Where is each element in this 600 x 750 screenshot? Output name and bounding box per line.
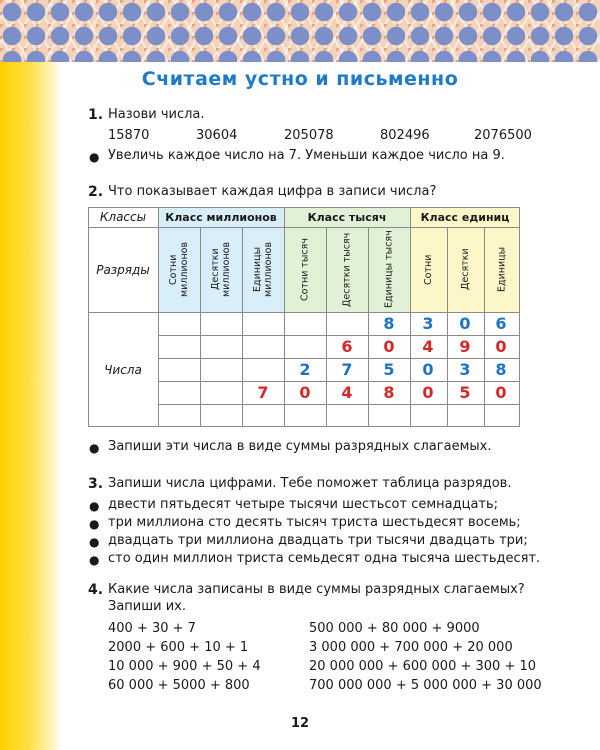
decorative-yellow-strip — [0, 62, 62, 750]
task4-right-sum: 3 000 000 + 700 000 + 20 000 — [309, 640, 513, 655]
table-digit: 0 — [495, 383, 507, 402]
class-header-units: Класс единиц — [420, 210, 510, 224]
rank-header: Единицы миллионов — [252, 241, 274, 298]
task3-bullet-text: двести пятьдесят четыре тысячи шестьсот семнадцать; — [108, 497, 499, 512]
rank-header: Десятки миллионов — [210, 241, 232, 298]
table-digit: 0 — [422, 383, 434, 402]
table-digit: 8 — [383, 383, 395, 402]
grid-line — [88, 312, 520, 313]
table-digit: 7 — [257, 383, 269, 402]
bullet-icon: ● — [89, 535, 100, 549]
rank-header: Десятки — [460, 248, 471, 291]
rank-header: Сотни миллионов — [168, 241, 190, 298]
table-digit: 8 — [383, 314, 395, 333]
task4-left-sum: 10 000 + 900 + 50 + 4 — [108, 659, 261, 674]
grid-line — [88, 207, 89, 427]
task1-prompt: Назови числа. — [108, 107, 205, 122]
task4-left-sum: 2000 + 600 + 10 + 1 — [108, 640, 249, 655]
table-digit: 3 — [459, 360, 471, 379]
table-digit: 5 — [383, 360, 395, 379]
task1-number-item: 2076500 — [474, 128, 532, 143]
task3-prompt: Запиши числа цифрами. Тебе поможет таблица разрядов. — [108, 476, 512, 491]
grid-line — [88, 227, 520, 228]
grid-line — [158, 207, 159, 427]
task1-number-item: 30604 — [196, 128, 238, 143]
task3-bullet-text: сто один миллион триста семьдесят одна тысяча шестьдесят. — [108, 551, 541, 566]
task1-number-item: 15870 — [108, 128, 150, 143]
table-digit: 3 — [422, 314, 434, 333]
table-digit: 0 — [459, 314, 471, 333]
page-title: Считаем устно и письменно — [141, 68, 459, 90]
bullet-icon: ● — [89, 499, 100, 513]
task4-prompt-line1: Какие числа записаны в виде суммы разрядных слагаемых? — [108, 582, 525, 597]
grid-line — [158, 335, 520, 336]
task1-number: 1. — [88, 107, 104, 123]
task4-left-sum: 60 000 + 5000 + 800 — [108, 678, 250, 693]
task1-bullet-text: Увеличь каждое число на 7. Уменьши каждое число на 9. — [108, 148, 505, 163]
table-digit: 7 — [341, 360, 353, 379]
task3-number: 3. — [88, 476, 104, 492]
numbers-row-label: Числа — [104, 362, 142, 377]
table-digit: 6 — [341, 337, 353, 356]
grid-line — [158, 381, 520, 382]
classes-row-label: Классы — [99, 210, 147, 224]
rank-header: Сотни — [423, 254, 434, 285]
rank-header: Единицы — [496, 246, 508, 293]
grid-line — [88, 207, 520, 208]
table-digit: 8 — [495, 360, 507, 379]
table-digit: 0 — [495, 337, 507, 356]
rank-header: Единицы тысяч — [383, 230, 395, 309]
grid-line — [158, 358, 520, 359]
table-digit: 4 — [422, 337, 434, 356]
grid-line — [200, 227, 201, 427]
task4-right-sum: 20 000 000 + 600 000 + 300 + 10 — [309, 659, 537, 674]
ranks-row-label: Разряды — [96, 262, 150, 277]
bullet-icon: ● — [89, 441, 100, 455]
task2-number: 2. — [88, 184, 104, 200]
table-digit: 0 — [422, 360, 434, 379]
class-header-millions: Класс миллионов — [165, 210, 277, 224]
table-digit: 4 — [341, 383, 353, 402]
bullet-icon: ● — [89, 150, 100, 164]
bullet-icon: ● — [89, 517, 100, 531]
task1-number-item: 802496 — [380, 128, 430, 143]
table-digit: 6 — [495, 314, 507, 333]
table-digit: 5 — [459, 383, 471, 402]
place-value-table — [88, 207, 520, 427]
task4-prompt-line2: Запиши их. — [108, 599, 186, 614]
grid-line — [158, 404, 520, 405]
task4-right-sum: 700 000 000 + 5 000 000 + 30 000 — [309, 678, 542, 693]
table-digit: 2 — [299, 360, 311, 379]
task1-number-item: 205078 — [284, 128, 334, 143]
task2-bullet-text: Запиши эти числа в виде суммы разрядных слагаемых. — [108, 439, 492, 454]
table-digit: 0 — [383, 337, 395, 356]
page-number: 12 — [290, 716, 310, 731]
task4-left-sum: 400 + 30 + 7 — [108, 621, 196, 636]
task4-number: 4. — [88, 582, 104, 598]
task2-prompt: Что показывает каждая цифра в записи числа? — [108, 184, 437, 199]
rank-header: Сотни тысяч — [299, 238, 311, 301]
decorative-pattern-header — [0, 0, 600, 62]
task3-bullet-text: двадцать три миллиона двадцать три тысячи двадцать три; — [108, 533, 528, 548]
bullet-icon: ● — [89, 553, 100, 567]
class-header-thousands: Класс тысяч — [307, 210, 387, 224]
grid-line — [88, 426, 520, 427]
table-digit: 0 — [299, 383, 311, 402]
task4-right-sum: 500 000 + 80 000 + 9000 — [309, 621, 480, 636]
task3-bullet-text: три миллиона сто десять тысяч триста шестьдесят восемь; — [108, 515, 521, 530]
table-digit: 9 — [459, 337, 471, 356]
rank-header: Десятки тысяч — [341, 232, 353, 307]
